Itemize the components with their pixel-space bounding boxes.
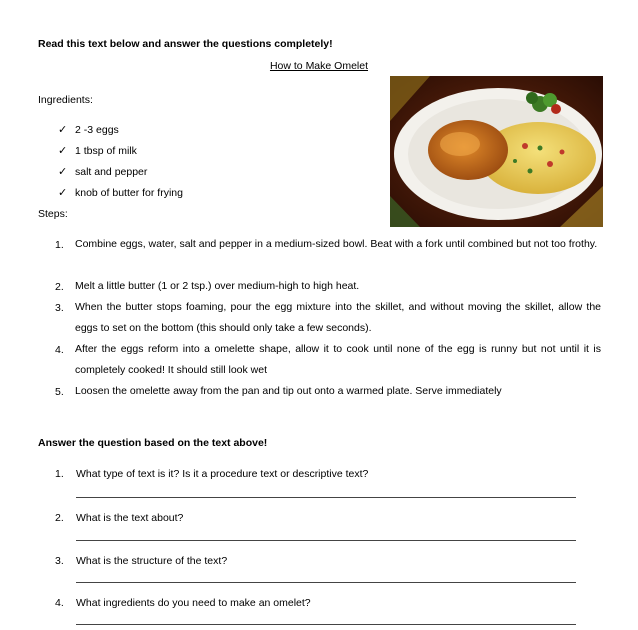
answer-line[interactable]: [76, 582, 576, 583]
question-number: 1.: [55, 468, 64, 480]
ingredient-item: salt and pepper: [75, 166, 148, 178]
step-number: 2.: [55, 281, 64, 293]
step-text: Melt a little butter (1 or 2 tsp.) over medium-high to high heat.: [75, 280, 360, 292]
check-icon: ✓: [58, 187, 68, 199]
answer-line[interactable]: [76, 497, 576, 498]
step-text: Combine eggs, water, salt and pepper in a medium-sized bowl. Beat with a fork until combined but not too frothy.: [75, 238, 598, 250]
step-number: 3.: [55, 302, 64, 314]
ingredient-item: knob of butter for frying: [75, 187, 183, 199]
question-text: What is the text about?: [76, 512, 184, 524]
check-icon: ✓: [58, 166, 68, 178]
question-number: 2.: [55, 512, 64, 524]
document-title: How to Make Omelet: [269, 60, 369, 72]
step-number: 4.: [55, 344, 64, 356]
answer-line[interactable]: [76, 624, 576, 625]
questions-heading: Answer the question based on the text above!: [38, 437, 268, 449]
question-number: 4.: [55, 597, 64, 609]
step-number: 1.: [55, 239, 64, 251]
omelet-photo: [390, 76, 603, 227]
step-text: Loosen the omelette away from the pan and tip out onto a warmed plate. Serve immediately: [75, 385, 502, 397]
ingredients-heading: Ingredients:: [38, 94, 93, 106]
ingredient-item: 1 tbsp of milk: [75, 145, 137, 157]
step-text: After the eggs reform into a omelette shape, allow it to cook until none of the egg is runny but not until it is completely cooked! It should still look wet: [75, 343, 601, 376]
ingredient-item: 2 -3 eggs: [75, 124, 119, 136]
question-text: What is the structure of the text?: [76, 555, 228, 567]
check-icon: ✓: [58, 124, 68, 136]
question-number: 3.: [55, 555, 64, 567]
step-text: When the butter stops foaming, pour the egg mixture into the skillet, and without moving the skillet, allow the eggs to set on the bottom (this should only take a few seconds).: [75, 301, 601, 334]
answer-line[interactable]: [76, 540, 576, 541]
check-icon: ✓: [58, 145, 68, 157]
question-text: What ingredients do you need to make an omelet?: [76, 597, 311, 609]
question-text: What type of text is it? Is it a procedure text or descriptive text?: [76, 468, 369, 480]
step-number: 5.: [55, 386, 64, 398]
steps-heading: Steps:: [38, 208, 68, 220]
intro-instruction: Read this text below and answer the questions completely!: [38, 38, 333, 50]
